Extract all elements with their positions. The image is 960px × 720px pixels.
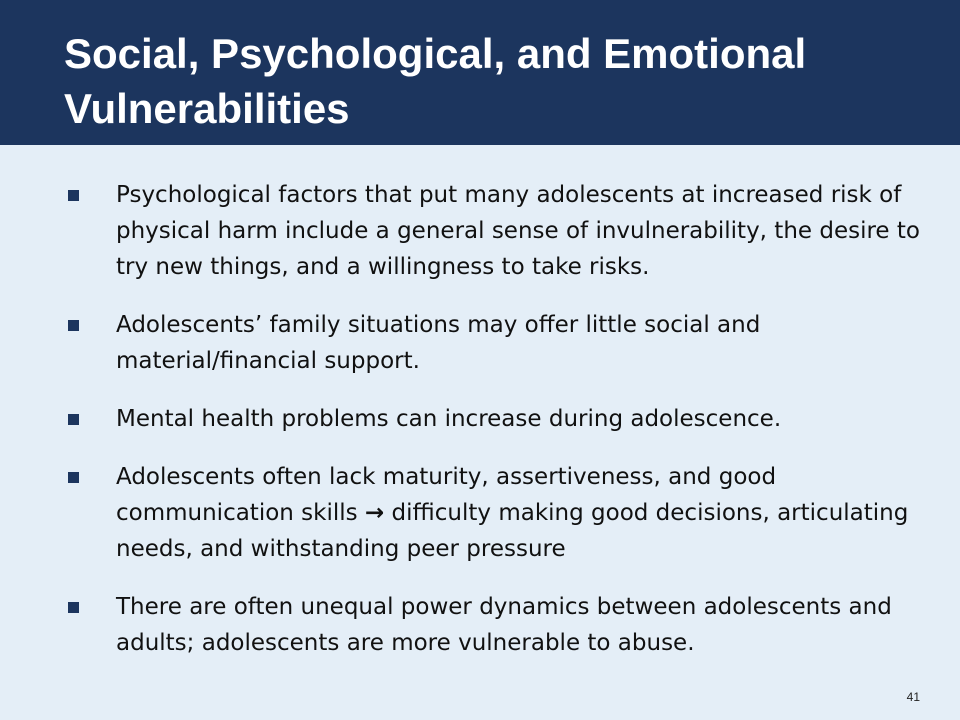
bullet-text: Adolescents’ family situations may offer little social and material/financial support. <box>116 312 761 374</box>
bullet-text: There are often unequal power dynamics between adolescents and adults; adolescents are more vulnerable to abuse. <box>116 594 892 656</box>
square-bullet-icon <box>68 472 79 483</box>
right-arrow-icon: → <box>364 500 385 526</box>
bullet-item <box>68 401 938 437</box>
bullet-item <box>68 307 938 379</box>
bullet-list <box>68 177 938 683</box>
bullet-item <box>68 177 938 285</box>
square-bullet-icon <box>68 320 79 331</box>
bullet-text: Mental health problems can increase during adolescence. <box>116 406 782 432</box>
bullet-text: Psychological factors that put many adolescents at increased risk of physical harm include a general sense of invulnerability, the desire to try new things, and a willingness to take risks. <box>116 182 920 280</box>
square-bullet-icon <box>68 414 79 425</box>
slide-title: Social, Psychological, and Emotional Vulnerabilities <box>64 30 807 132</box>
title-bar <box>0 0 960 145</box>
bullet-item <box>68 459 938 567</box>
square-bullet-icon <box>68 190 79 201</box>
bullet-item <box>68 589 938 661</box>
square-bullet-icon <box>68 602 79 613</box>
bullet-text-after-arrow: difficulty making good decisions, articulating needs, and withstanding peer pressure <box>116 500 909 562</box>
page-number: 41 <box>906 690 920 704</box>
bullet-text-before-arrow: Adolescents often lack maturity, assertiveness, and good communication skills <box>116 464 777 526</box>
